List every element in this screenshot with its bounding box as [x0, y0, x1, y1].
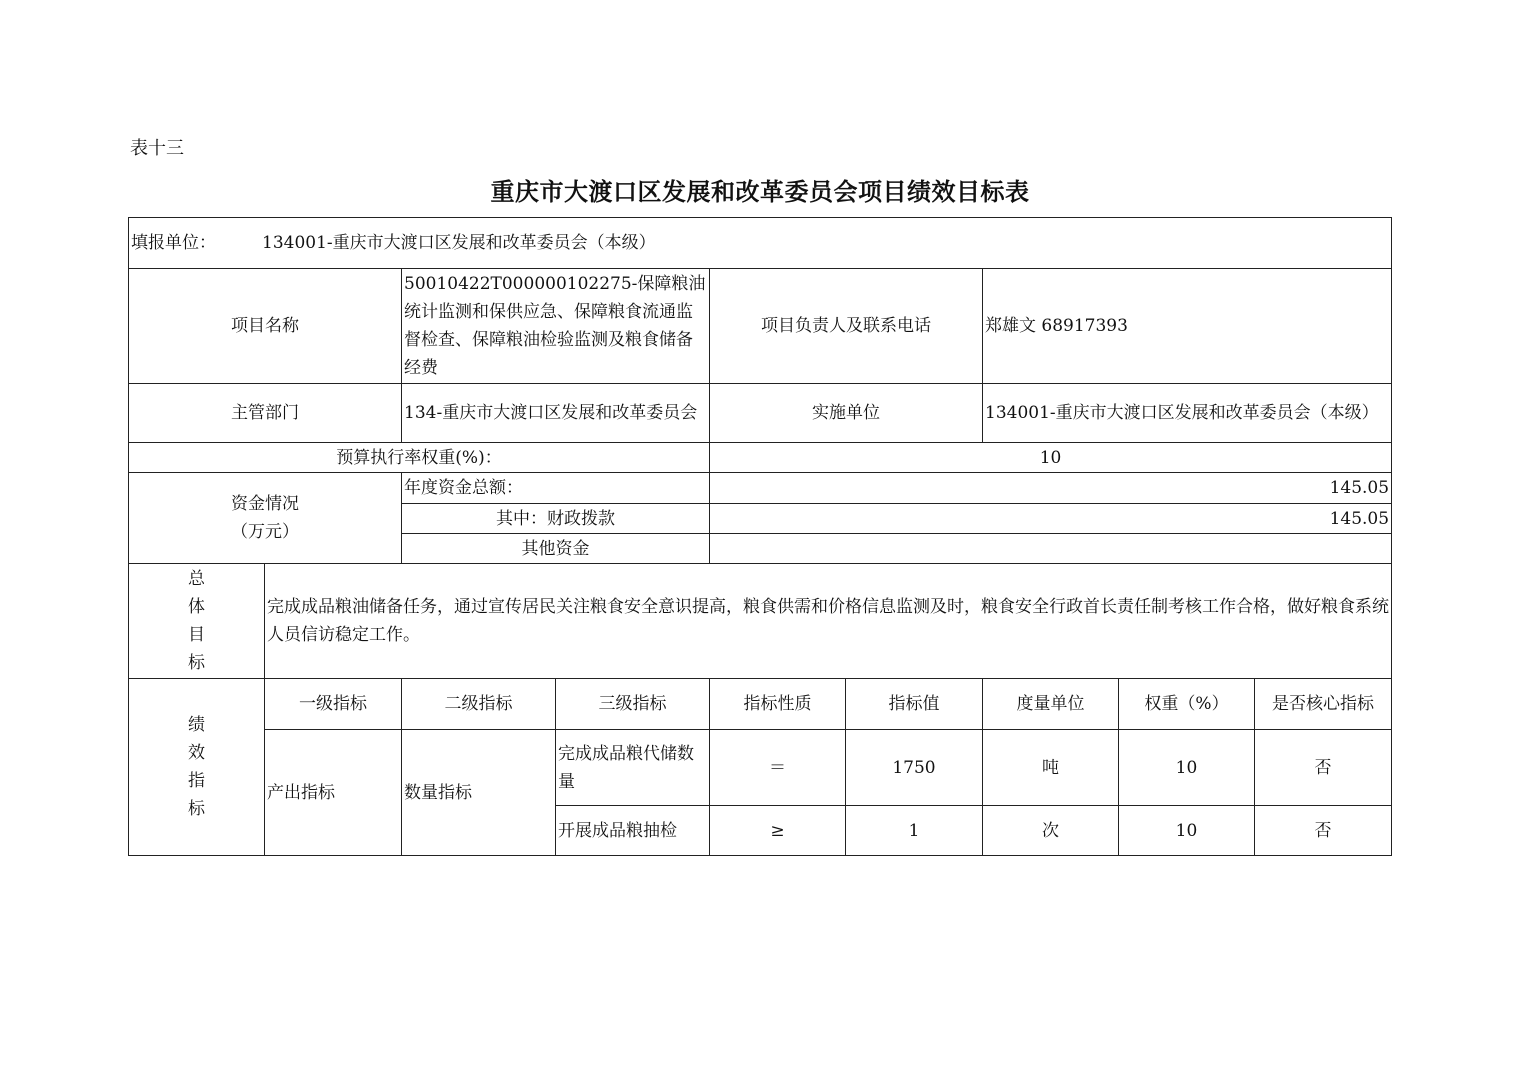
indicator-value: 1750	[846, 730, 983, 806]
budget-rate-row	[129, 443, 1392, 473]
department-row	[129, 384, 1392, 443]
overall-goal-label-char: 标	[188, 653, 205, 673]
indicators-label	[129, 679, 265, 856]
funds-total-label: 年度资金总额：	[402, 473, 710, 504]
header-value: 指标值	[846, 679, 983, 730]
header-level2: 二级指标	[402, 679, 556, 730]
indicator-level1: 产出指标	[265, 730, 402, 856]
table-number-label: 表十三	[130, 138, 184, 159]
indicator-weight: 10	[1119, 806, 1255, 856]
project-name-row	[129, 269, 1392, 384]
indicator-nature: ≥	[710, 806, 846, 856]
overall-goal-label-char: 总	[188, 569, 205, 589]
funds-total-value: 145.05	[710, 473, 1392, 504]
budget-rate-label: 预算执行率权重(%)：	[129, 443, 710, 473]
header-level3: 三级指标	[556, 679, 710, 730]
indicator-unit: 吨	[983, 730, 1119, 806]
indicator-core: 否	[1255, 730, 1392, 806]
project-name-label: 项目名称	[129, 269, 402, 384]
header-unit: 度量单位	[983, 679, 1119, 730]
reporting-unit-value: 134001-重庆市大渡口区发展和改革委员会（本级）	[262, 233, 656, 253]
indicators-label-char: 标	[188, 799, 205, 819]
funds-label-line2: （万元）	[231, 522, 299, 542]
department-value: 134-重庆市大渡口区发展和改革委员会	[402, 384, 710, 443]
indicator-weight: 10	[1119, 730, 1255, 806]
indicator-row	[129, 730, 1392, 806]
project-name-value: 50010422T000000102275-保障粮油统计监测和保供应急、保障粮食流通监督检查、保障粮油检验监测及粮食储备经费	[402, 269, 710, 384]
document-title: 重庆市大渡口区发展和改革委员会项目绩效目标表	[490, 177, 1030, 206]
project-contact-value: 郑雄文 68917393	[983, 269, 1392, 384]
indicator-header-row	[129, 679, 1392, 730]
funds-total-row	[129, 473, 1392, 504]
implementing-unit-label: 实施单位	[710, 384, 983, 443]
funds-label-line1: 资金情况	[231, 494, 299, 514]
funds-fiscal-value: 145.05	[710, 504, 1392, 534]
header-nature: 指标性质	[710, 679, 846, 730]
department-label: 主管部门	[129, 384, 402, 443]
overall-goal-text: 完成成品粮油储备任务，通过宣传居民关注粮食安全意识提高，粮食供需和价格信息监测及时，粮食安全行政首长责任制考核工作合格，做好粮食系统人员信访稳定工作。	[265, 564, 1392, 679]
indicator-level2: 数量指标	[402, 730, 556, 856]
project-contact-label: 项目负责人及联系电话	[710, 269, 983, 384]
indicator-value: 1	[846, 806, 983, 856]
header-weight: 权重（%）	[1119, 679, 1255, 730]
overall-goal-label-char: 目	[188, 625, 205, 645]
indicator-nature: ＝	[710, 730, 846, 806]
header-level1: 一级指标	[265, 679, 402, 730]
reporting-unit-cell	[129, 218, 1392, 269]
performance-target-table	[128, 217, 1392, 856]
header-core: 是否核心指标	[1255, 679, 1392, 730]
reporting-unit-label: 填报单位：	[131, 233, 216, 253]
implementing-unit-value: 134001-重庆市大渡口区发展和改革委员会（本级）	[983, 384, 1392, 443]
funds-other-value	[710, 534, 1392, 564]
funds-other-label: 其他资金	[402, 534, 710, 564]
indicator-unit: 次	[983, 806, 1119, 856]
indicators-label-char: 绩	[188, 715, 205, 735]
overall-goal-label-char: 体	[188, 597, 205, 617]
indicator-core: 否	[1255, 806, 1392, 856]
reporting-unit-row	[129, 218, 1392, 269]
indicator-level3: 开展成品粮抽检	[556, 806, 710, 856]
funds-label	[129, 473, 402, 564]
overall-goal-row	[129, 564, 1392, 679]
funds-fiscal-label: 其中：财政拨款	[402, 504, 710, 534]
indicator-level3: 完成成品粮代储数量	[556, 730, 710, 806]
indicators-label-char: 指	[188, 771, 205, 791]
overall-goal-label	[129, 564, 265, 679]
budget-rate-value: 10	[710, 443, 1392, 473]
indicators-label-char: 效	[188, 743, 205, 763]
